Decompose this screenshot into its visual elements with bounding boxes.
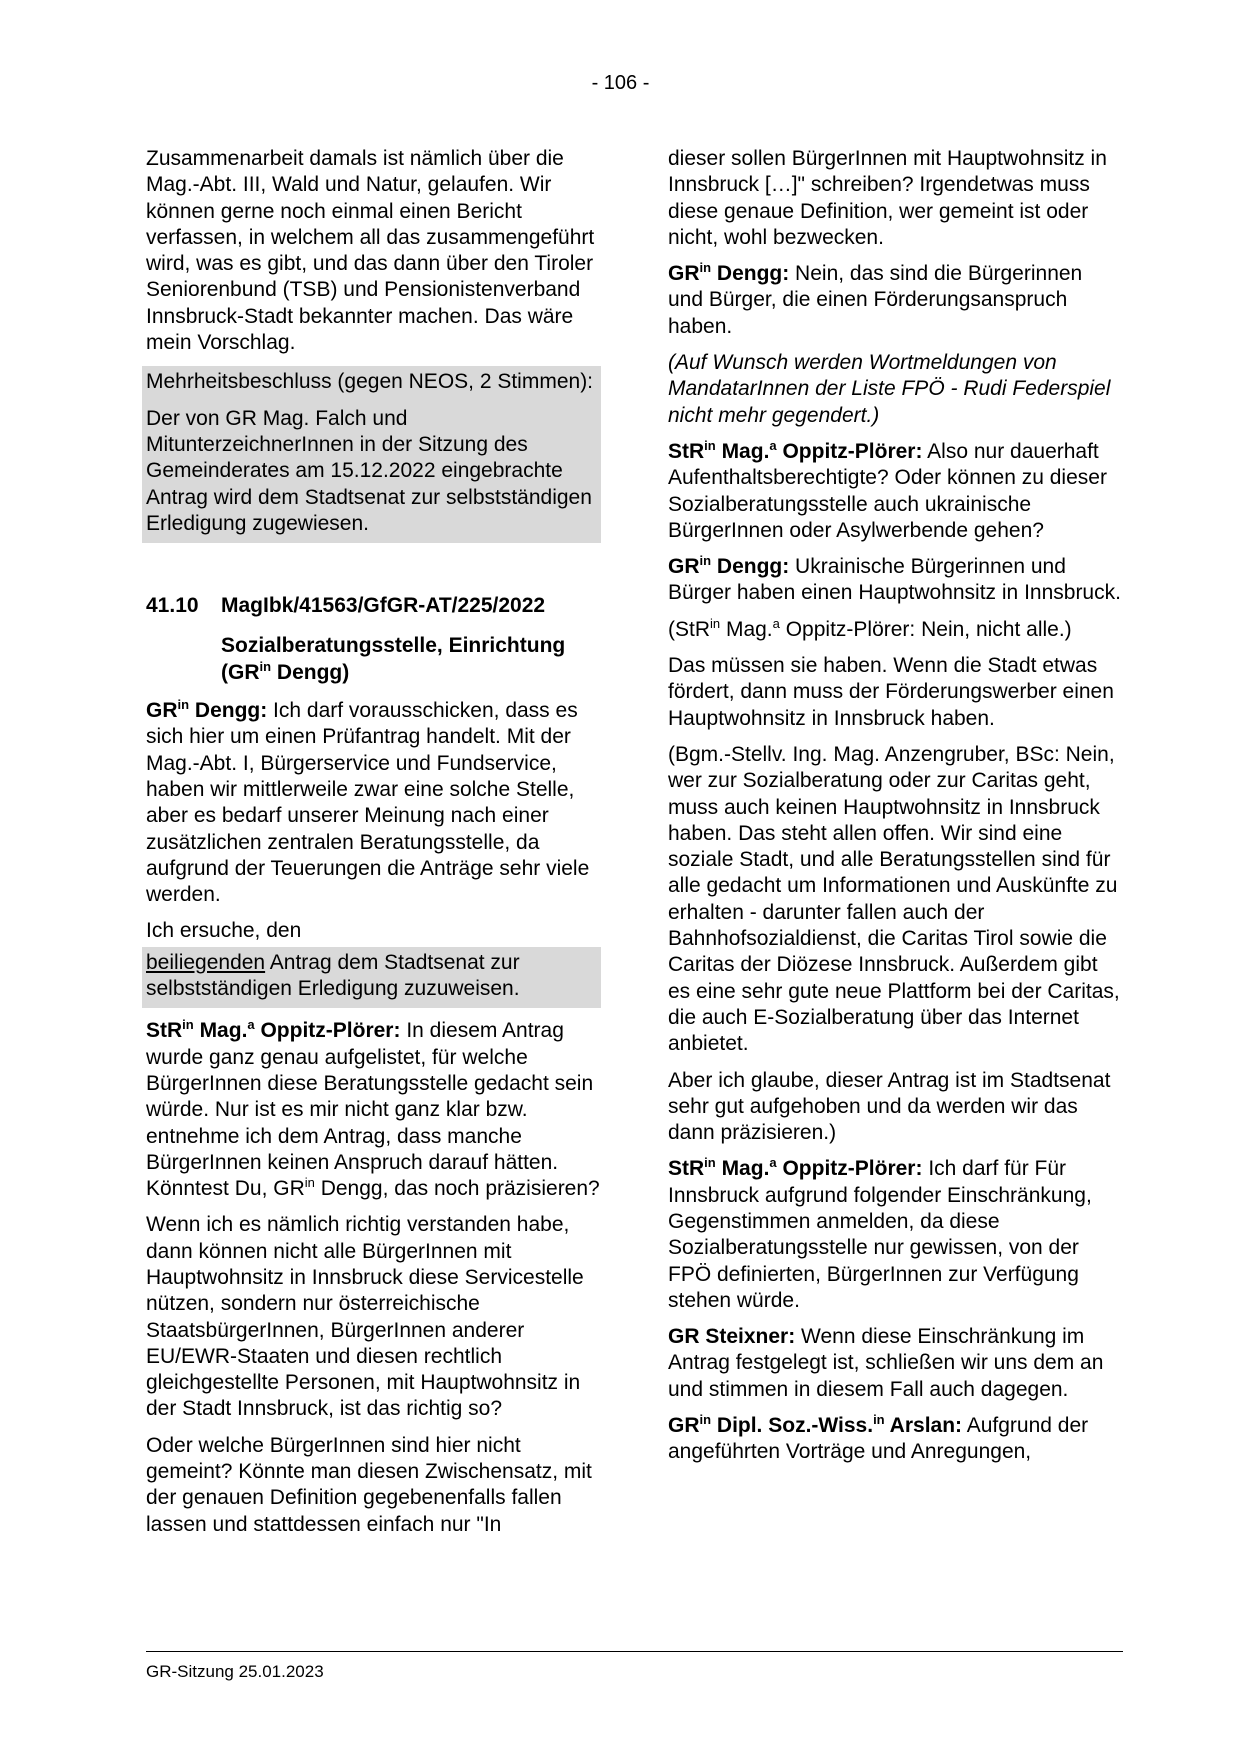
speech-paragraph: GR Steixner: Wenn diese Einschränkung im Antrag festgelegt ist, schließen wir uns dem an und stimmen in diesem Fall auch dagegen. [668,1325,1104,1401]
paragraph: dieser sollen BürgerInnen mit Hauptwohnsitz in Innsbruck […]" schreiben? Irgendetwas muss diese genaue Definition, wer gemeint ist oder nicht, wohl bezwecken. [668,147,1107,249]
paragraph: Das müssen sie haben. Wenn die Stadt etwas fördert, dann muss der Förderungswerber einen Hauptwohnsitz in Innsbruck haben. [668,654,1114,730]
paragraph: Zusammenarbeit damals ist nämlich über die Mag.-Abt. III, Wald und Natur, gelaufen. Wir können gerne noch einmal einen Bericht verfassen, in welchem all das zusammengeführt wird, was es gibt, und das dann über den Tiroler Seniorenbund (TSB) und Pensionistenverband Innsbruck-Stadt bekannter machen. Das wäre mein Vorschlag. [146,147,595,355]
agenda-heading [146,593,601,619]
speaker-name: StR$^{in}$ Mag.$^a$ Oppitz-Plörer: [668,437,923,463]
speaker-name: StR$^{in}$ Mag.$^a$ Oppitz-Plörer: [668,1155,923,1181]
agenda-title-speaker-name: Dengg) [271,660,350,684]
footer: GR-Sitzung 25.01.2023 [146,1662,324,1681]
speech-paragraph: StR$^{in}$ Mag.$^a$ Oppitz-Plörer: Also nur dauerhaft Aufenthaltsberechtigte? Oder können zu dieser Sozialberatungsstelle auch ukrainische BürgerInnen oder Asylwerbende gehen? [668,437,1107,542]
agenda-reference: MagIbk/41563/GfGR-AT/225/2022 [221,594,546,618]
resolution-vote: Mehrheitsbeschluss (gegen NEOS, 2 Stimmen): [146,370,594,394]
motion-box [142,947,601,1009]
speaker-name: $GR^{in}$ Dipl. Soz.-Wiss.$^{in}$ Arslan: [668,1412,963,1438]
paragraph: Oder welche BürgerInnen sind hier nicht gemeint? Könnte man diesen Zwischensatz, mit der genauen Definition gegebenenfalls fallen lassen und stattdessen einfach nur "In [146,1433,592,1536]
speech-paragraph: $GR^{in}$ Dipl. Soz.-Wiss.$^{in}$ Arslan: Aufgrund der angeführten Vorträge und Anregungen, [668,1412,1089,1464]
agenda-title-text: Sozialberatungsstelle, Einrichtung [221,634,566,658]
left-column [146,146,601,1548]
superscript: in [259,658,272,674]
speaker-name: StR$^{in}$ Mag.$^a$ Oppitz-Plörer: [146,1017,401,1043]
editorial-note: (Auf Wunsch werden Wortmeldungen von MandatarInnen der Liste FPÖ - Rudi Federspiel nicht mehr gegendert.) [668,351,1111,427]
underlined-text: beiliegenden [146,950,266,974]
agenda-title [221,633,601,686]
speaker-name: $GR^{in}$ Dengg: [668,260,790,286]
paragraph: Ich ersuche, den [146,919,302,943]
page-number: - 106 - [591,72,650,94]
right-column [668,146,1123,1476]
speaker-name: $GR^{in}$ Dengg: [668,553,790,579]
motion-text: beiliegenden Antrag dem Stadtsenat zur selbstständigen Erledigung zuzuweisen. [146,950,520,1001]
interjection: (Bgm.-Stellv. Ing. Mag. Anzengruber, BSc: Nein, wer zur Sozialberatung oder zur Caritas geht, muss auch keinen Hauptwohnsitz in Innsbruck haben. Das steht allen offen. Wir sind eine soziale Stadt, und alle Beratungsstellen sind für alle gedacht um Informationen und Auskünfte zu erhalten - darunter fallen auch der Bahnhofsozialdienst, die Caritas Tirol sowie die Caritas der Diözese Innsbruck. Außerdem gibt es eine sehr gute neue Plattform bei der Caritas, die auch E-Sozialberatung über das Internet anbietet. [668,742,1120,1056]
speech-paragraph: $GR^{in}$ Dengg: Nein, das sind die Bürgerinnen und Bürger, die einen Förderungsanspruch haben. [668,260,1083,338]
footer-divider [146,1651,1123,1652]
agenda-number: 41.10 [146,594,199,618]
speech-paragraph: StR$^{in}$ Mag.$^a$ Oppitz-Plörer: In diesem Antrag wurde ganz genau aufgelistet, für welche BürgerInnen diese Beratungsstelle gedacht sein würde. Nur ist es mir nicht ganz klar bzw. entnehme ich dem Antrag, dass manche BürgerInnen keinen Anspruch darauf hätten. Könntest Du, $GR^{in}$ Dengg, das noch präzisieren? [146,1017,600,1201]
speech-paragraph: StR$^{in}$ Mag.$^a$ Oppitz-Plörer: Ich darf für Für Innsbruck aufgrund folgender Einschränkung, Gegenstimmen anmelden, da diese Sozialberatungsstelle nur gewissen, von der FPÖ definierten, BürgerInnen zur Verfügung stehen würde. [668,1155,1092,1312]
resolution-box [142,366,601,543]
agenda-title-speaker: (GR [221,660,260,684]
interjection: (StR$^{in}$ Mag.$^a$ Oppitz-Plörer: Nein, nicht alle.) [668,615,1072,641]
speaker-name: GR Steixner: [668,1325,796,1349]
resolution-text: Der von GR Mag. Falch und MitunterzeichnerInnen in der Sitzung des Gemeinderates am 15.12.2022 eingebrachte Antrag wird dem Stadtsenat zur selbstständigen Erledigung zugewiesen. [146,406,592,535]
paragraph: Wenn ich es nämlich richtig verstanden habe, dann können nicht alle BürgerInnen mit Hauptwohnsitz in Innsbruck diese Servicestelle nützen, sondern nur österreichische StaatsbürgerInnen, BürgerInnen anderer EU/EWR-Staaten und diesen rechtlich gleichgestellte Personen, mit Hauptwohnsitz in der Stadt Innsbruck, ist das richtig so? [146,1213,584,1421]
speech-paragraph: $GR^{in}$ Dengg: Ukrainische Bürgerinnen und Bürger haben einen Hauptwohnsitz in Innsbruck. [668,553,1121,605]
speech-paragraph: $GR^{in}$ Dengg: Ich darf vorausschicken, dass es sich hier um einen Prüfantrag handelt. Mit der Mag.-Abt. I, Bürgerservice und Fundservice, haben wir mittlerweile zwar eine solche Stelle, aber es bedarf unserer Meinung nach einer zusätzlichen zentralen Beratungsstelle, da aufgrund der Teuerungen die Anträge sehr viele werden. [146,697,590,907]
speaker-name: $GR^{in}$ Dengg: [146,697,268,723]
interjection: Aber ich glaube, dieser Antrag ist im Stadtsenat sehr gut aufgehoben und da werden wir das dann präzisieren.) [668,1068,1111,1145]
